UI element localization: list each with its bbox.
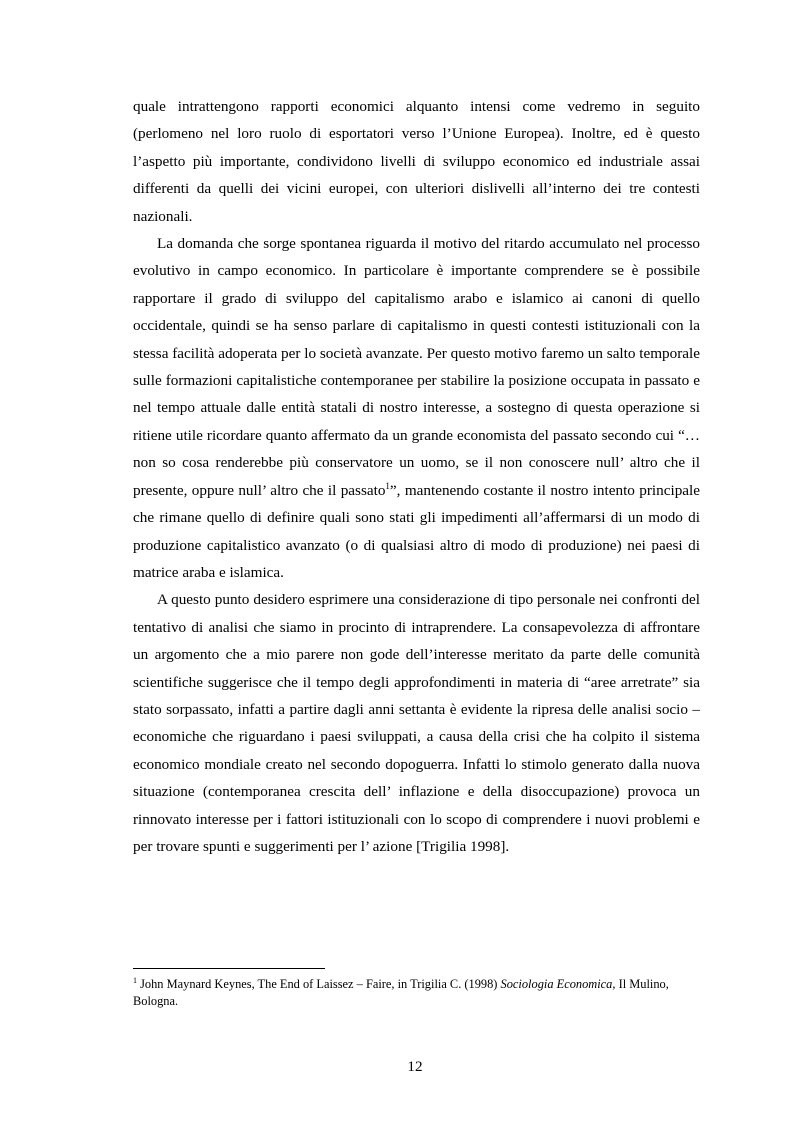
footnote-number: 1: [133, 976, 137, 985]
footnote-text: , Il Mulino, Bologna.: [133, 977, 669, 1008]
paragraph-question: [133, 230, 700, 586]
footnote-book-title: Sociologia Economica: [500, 977, 613, 991]
paragraph-consideration: [133, 586, 700, 860]
paragraph-continuation: [133, 93, 700, 230]
footnote: [133, 976, 700, 1009]
paragraph-text: ”, mantenendo costante il nostro intento principale che rimane quello di definire quali sono stati gli impedimenti all’affermarsi di un modo di produzione capitalistico avanzato (o di qualsiasi altro di modo di produzione) nei paesi di matrice araba e islamica.: [133, 481, 700, 581]
footnote-separator: [133, 968, 325, 969]
body-text: [133, 93, 700, 860]
paragraph-text: A questo punto desidero esprimere una considerazione di tipo personale nei confronti del tentativo di analisi che siamo in procinto di intraprendere. La consapevolezza di affrontare un argomento che a mio parere non gode dell’interesse meritato da parte delle comunità scientifiche suggerisce che il tempo degli approfondimenti in materia di “aree arretrate” sia stato sorpassato, infatti a partire dagli anni settanta è evidente la ripresa delle analisi socio – economiche che riguardano i paesi sviluppati, a causa della crisi che ha colpito il sistema economico mondiale creato nel secondo dopoguerra. Infatti lo stimolo generato dalla nuova situazione (contemporanea crescita dell’ inflazione e della disoccupazione) provoca un rinnovato interesse per i fattori istituzionali con lo scopo di comprendere i nuovi problemi e per trovare spunti e suggerimenti per l’ azione [Trigilia 1998].: [133, 591, 700, 855]
paragraph-text: La domanda che sorge spontanea riguarda il motivo del ritardo accumulato nel processo evolutivo in campo economico. In particolare è importante comprendere se è possibile rapportare il grado di sviluppo del capitalismo arabo e islamico ai canoni di quello occidentale, quindi se ha senso parlare di capitalismo in questi contesti istituzionali con la stessa facilità adoperata per lo società avanzate. Per questo motivo faremo un salto temporale sulle formazioni capitalistiche contemporanee per stabilire la posizione occupata in passato e nel tempo attuale dalle entità statali di nostro interesse, a sostegno di questa operazione si ritiene utile ricordare quanto affermato da un grande economista del passato secondo cui “…non so cosa renderebbe più conservatore un uomo, se il non conoscere null’ altro che il presente, oppure null’ altro che il passato: [133, 235, 700, 499]
footnote-reference: 1: [385, 480, 390, 491]
footnote-text: John Maynard Keynes, The End of Laissez – Faire, in Trigilia C. (1998): [137, 977, 501, 991]
paragraph-text: quale intrattengono rapporti economici alquanto intensi come vedremo in seguito (perlomeno nel loro ruolo di esportatori verso l’Unione Europea). Inoltre, ed è questo l’aspetto più importante, condividono livelli di sviluppo economico ed industriale assai differenti da quelli dei vicini europei, con ulteriori dislivelli all’interno dei tre contesti nazionali.: [133, 98, 700, 225]
page-number: 12: [407, 1058, 423, 1075]
